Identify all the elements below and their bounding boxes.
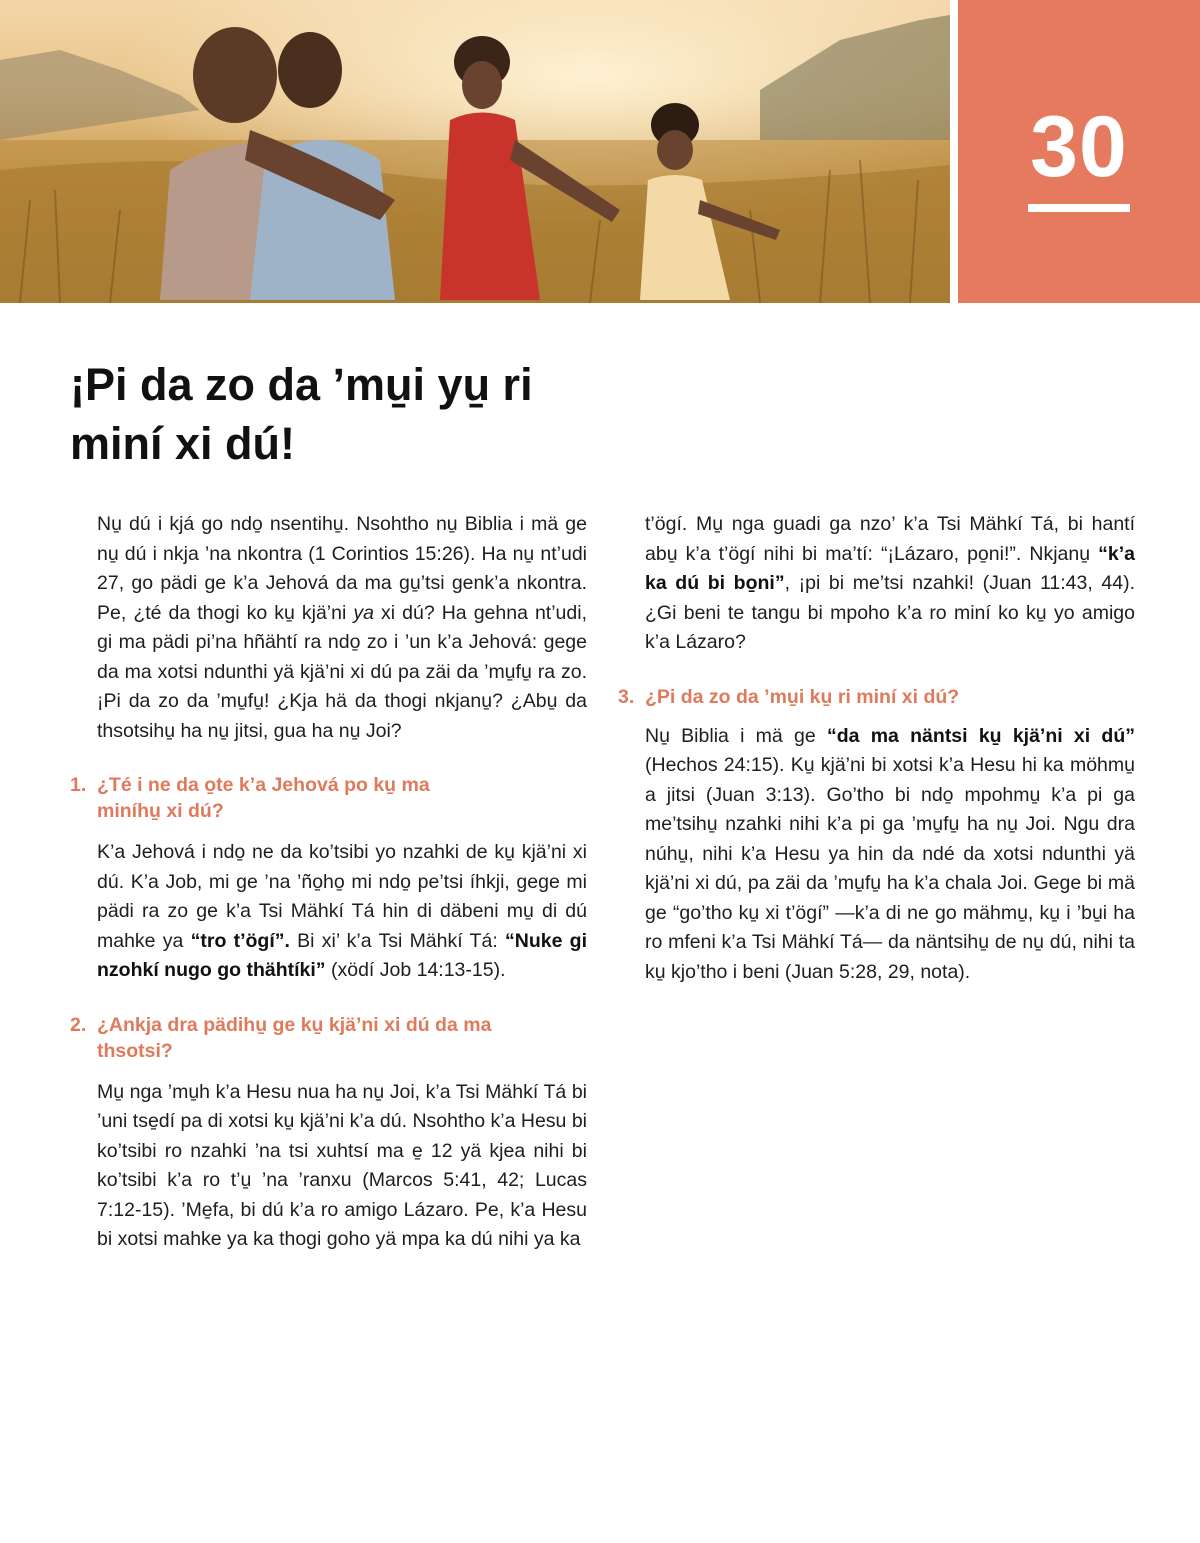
question-number: 1. — [70, 774, 87, 796]
question-text: ¿Pi da zo da ’mu̱i ku̱ ri miní xi dú? — [645, 685, 960, 708]
question-number: 2. — [70, 1013, 87, 1036]
question-text: ¿Ankja dra pädihu̱ ge ku̱ kjä’ni xi dú da ma thsotsi? — [97, 1013, 492, 1062]
chapter-number: 30 — [1030, 99, 1128, 195]
left-column — [70, 510, 587, 1255]
section-paragraph-2b: t’ögí. Mu̱ nga guadi ga nzo’ k’a Tsi Mähkí Tá, bi hantí abu̱ k’a t’ögí nihi bi ma’tí: “¡Lázaro, po̱ni!”. Nkjanu̱ “k’a ka dú bi bo̱ni”, ¡pi bi me’tsi nzahki! (Juan 11:43, 44). ¿Gi beni te tangu bi mpoho k’a ro miní ko ku̱ yo amigo k’a Lázaro? — [645, 513, 1136, 653]
section-paragraph-2a: Mu̱ nga ’mu̱h k’a Hesu nua ha nu̱ Joi, k’a Tsi Mähkí Tá bi ’uni tse̱dí pa di xotsi ku̱ kjä’ni k’a dú. Nsohtho k’a Hesu bi ko’tsibi ro nzahki ’na tsi xuhtsí ma e̱ 12 yä kjea nihi bi ko’tsibi k’a ro t’u̱ ’na ’ranxu (Marcos 5:41, 42; Lucas 7:12-15). ’Me̱fa, bi dú k’a ro amigo Lázaro. Pe, k’a Hesu bi xotsi mahke ya ka thogi goho yä mpa ka dú nihi ya ka — [97, 1080, 587, 1250]
chapter-underline — [1028, 204, 1130, 212]
chapter-badge — [958, 0, 1200, 303]
hero-photo — [0, 0, 950, 303]
family-in-field-illustration — [0, 0, 950, 303]
question-heading-2 — [70, 1012, 497, 1064]
question-number: 3. — [618, 685, 635, 708]
page-title: ¡Pi da zo da ’mu̱i yu̱ ri miní xi dú! — [70, 359, 533, 469]
section-paragraph-3: Nu̱ Biblia i mä ge “da ma näntsi ku̱ kjä’ni xi dú” (Hechos 24:15). Ku̱ kjä’ni bi xotsi k’a Hesu hi ka möhmu̱ a jitsi (Juan 3:13). Go’tho bi ndo̱ mpohmu̱ k’a pi ga me’tsihu̱ nzahki nihi k’a pi ga ’mu̱fu̱ ha nu̱ Joi. Ngu dra núhu̱, nihi k’a Hesu ya hin da ndé da xotsi ndunthi yä kjä’ni xi dú, pa zäi da ’mu̱fu̱ ha k’a chala Joi. Gege bi mä ge “go’tho ku̱ xi t’ögí” —k’a di ne go mähmu̱, ku̱ i ’bu̱i ha ro mfeni k’a Tsi Mähkí Tá— da näntsihu̱ de nu̱ dú, nihi ta ku̱ kjo’tho i beni (Juan 5:28, 29, nota). — [645, 724, 1135, 983]
section-paragraph-2-continuation: t’ögí. Mu̱ nga guadi ga nzo’ k’a Tsi Mähkí Tá, bi hantí abu̱ k’a t’ögí nihi bi ma’tí: “¡Lázaro, po̱ni!”. Nkjanu̱ — [645, 513, 1135, 565]
question-text: ¿Té i ne da o̱te k’a Jehová po ku̱ ma miníhu̱ xi dú? — [97, 774, 430, 822]
intro-paragraph: Nu̱ dú i kjá go ndo̱ nsentihu̱. Nsohtho nu̱ Biblia i mä ge nu̱ dú i nkja ’na nkontra (1 Corintios 15:26). Ha nu̱ nt’udi 27, go pädi ge k’a Jehová da ma gu̱’tsi genk’a nkontra. Pe, ¿té da thogi ko ku̱ kjä’ni ya xi dú? Ha gehna nt’udi, gi ma pädi pi’na hñähtí ra ndo̱ zo i ’un k’a Jehová: gege da ma xotsi ndunthi yä kjä’ni xi dú pa zäi da ’mu̱fu̱ ra zo. ¡Pi da zo da ’mu̱fu̱! ¿Kja hä da thogi nkjanu̱? ¿Abu̱ da thsotsihu̱ ha nu̱ jitsi, gua ha nu̱ Joi? — [97, 513, 587, 742]
section-paragraph-1: K’a Jehová i ndo̱ ne da ko’tsibi yo nzahki de ku̱ kjä’ni xi dú. K’a Job, mi ge ’na ’ño̱ho̱ mi ndo̱ pe’tsi íhkji, gege mi pädi ra zo ge k’a Tsi Mähkí Tá hin di däbeni mu̱ di dú mahke ya “tro t’ögí”. Bi xi’ k’a Tsi Mähkí Tá: “Nuke gi nzohkí nugo go thähtíki” (xödí Job 14:13-15). — [97, 841, 587, 981]
question-heading-1 — [70, 772, 497, 824]
right-column — [618, 510, 1136, 987]
question-heading-3 — [618, 684, 1135, 710]
